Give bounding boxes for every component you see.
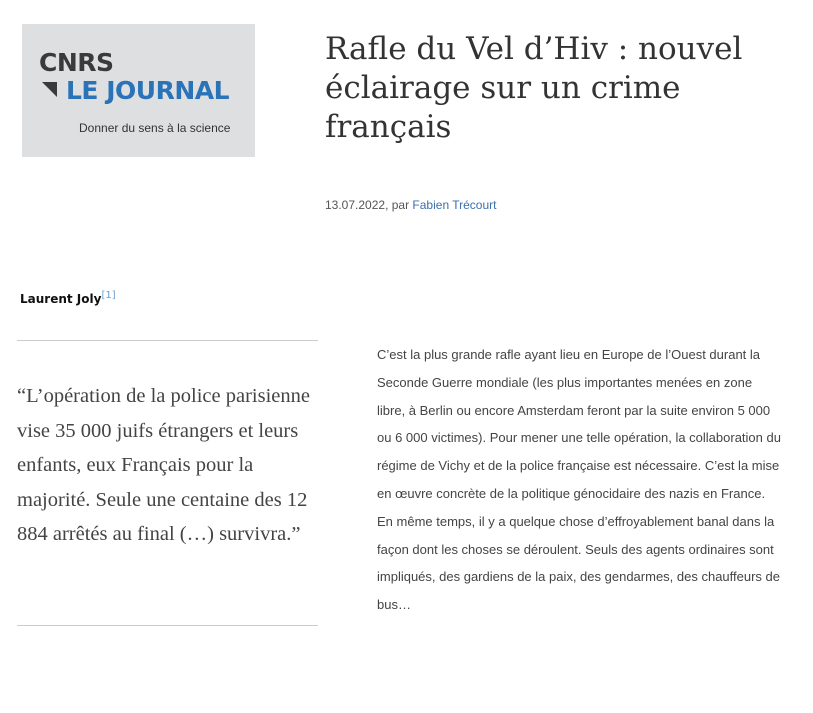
pull-quote: “L’opération de la police parisienne vise 35 000 juifs étrangers et leurs enfants, eux Français pour la majorité. Seule une centaine des 12 884 arrêtés au final (…) survivra.” [17, 385, 310, 545]
footnote-ref[interactable]: [1] [101, 290, 116, 301]
author-link[interactable]: Fabien Trécourt [412, 198, 497, 212]
quote-top-divider [17, 340, 318, 341]
interviewee-name-text: Laurent Joly [20, 292, 102, 306]
article-by: , par [385, 198, 410, 212]
logo-tagline: Donner du sens à la science [79, 121, 231, 135]
article-date: 13.07.2022 [325, 198, 386, 212]
logo-journal-text: LE JOURNAL [66, 76, 230, 105]
cnrs-journal-logo[interactable] [22, 24, 255, 157]
logo-cnrs-text: CNRS [39, 48, 114, 77]
article-meta [325, 198, 496, 212]
article-title: Rafle du Vel d’Hiv : nouvel éclairage sur un crime français [325, 31, 743, 145]
article-body-paragraph: C’est la plus grande rafle ayant lieu en Europe de l’Ouest durant la Seconde Guerre mondiale (les plus importantes menées en zone libre, à Berlin ou encore Amsterdam feront par la suite environ 5 000 ou 6 000 victimes). Pour mener une telle opération, la collaboration du régime de Vichy et de la police française est nécessaire. C’est la mise en œuvre concrète de la politique génocidaire des nazis en France. En même temps, il y a quelque chose d’effroyablement banal dans la façon dont les choses se déroulent. Seuls des agents ordinaires sont impliqués, des gardiens de la paix, des gendarmes, des chauffeurs de bus… [377, 347, 781, 613]
logo-corner-mark-icon [42, 82, 57, 97]
quote-bottom-divider [17, 625, 318, 626]
interviewee-name [20, 290, 116, 306]
